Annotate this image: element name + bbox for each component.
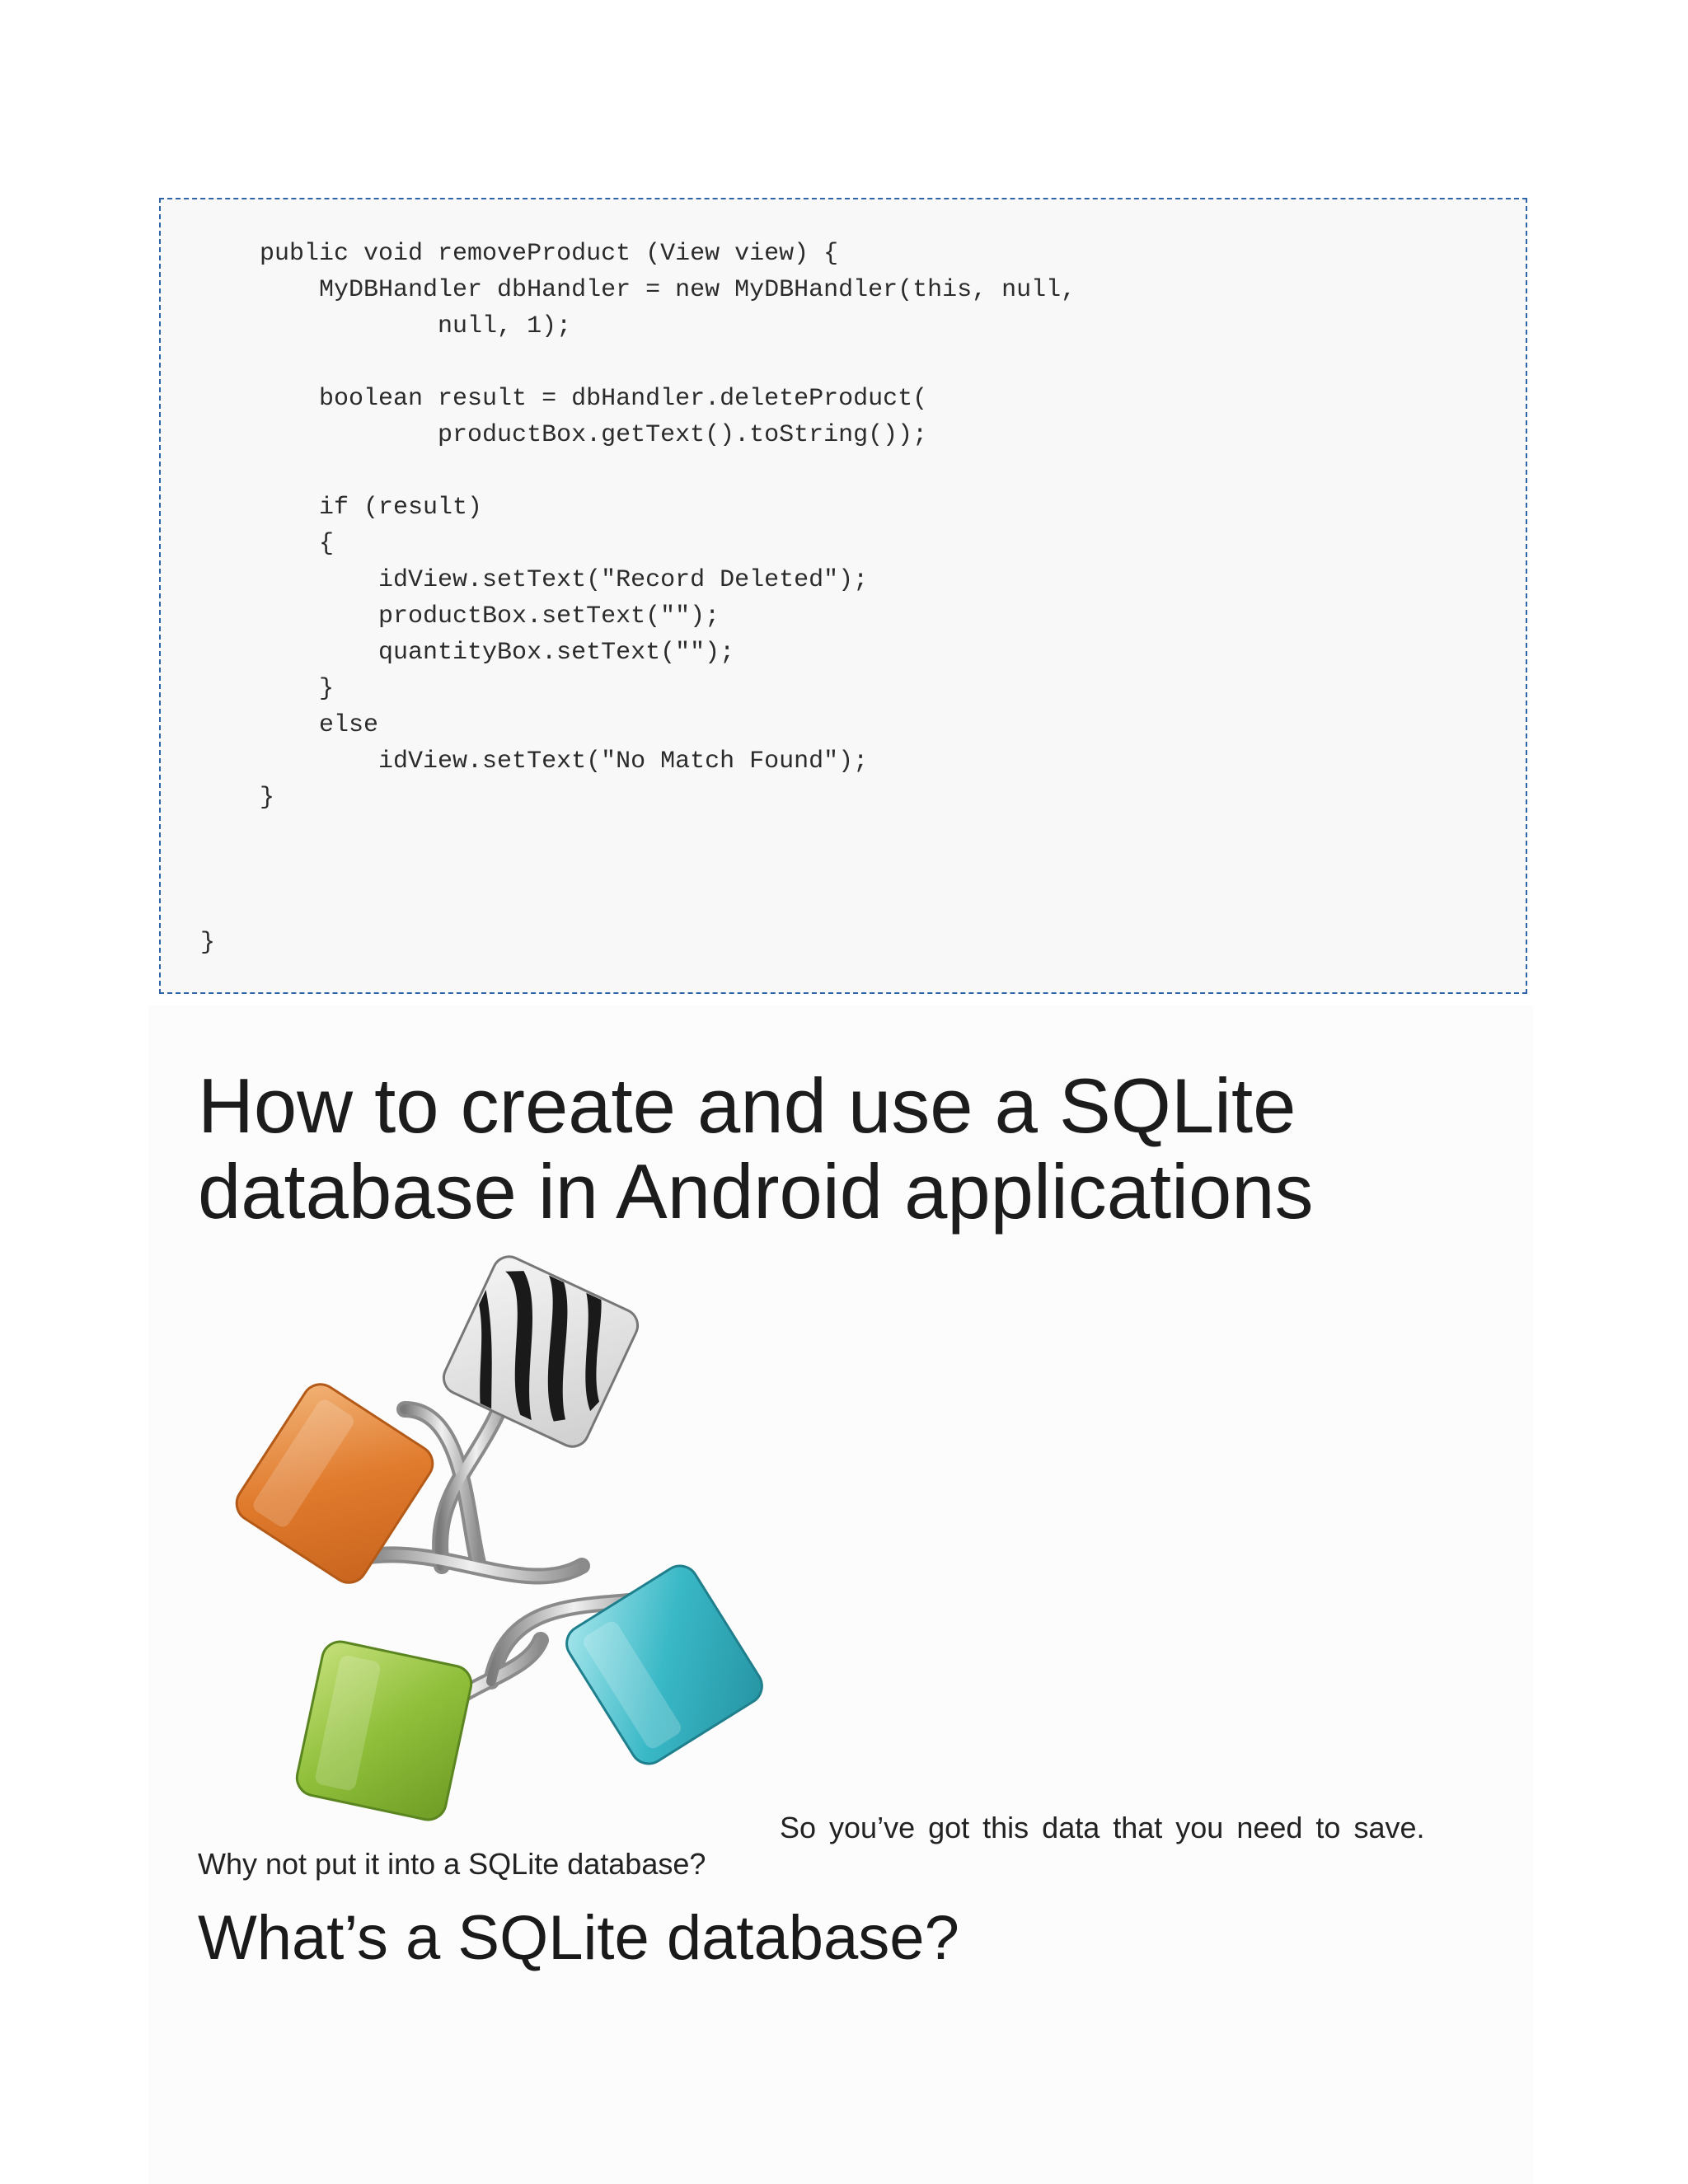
code-line: } [200,675,335,703]
code-line: productBox.setText(""); [200,602,720,630]
code-line: quantityBox.setText(""); [200,639,735,667]
code-line: { [200,530,335,558]
padlocks-illustration [195,1253,788,1846]
zebra-padlock [438,1253,643,1452]
article-title: How to create and use a SQLite database in Android applications [198,1062,1314,1235]
code-line: } [200,784,275,812]
code-line: boolean result = dbHandler.deleteProduct( [200,385,928,413]
code-block-container [159,198,1527,994]
code-line: idView.setText("No Match Found"); [200,748,869,776]
code-line: public void removeProduct (View view) { [200,240,839,268]
green-padlock [293,1638,474,1823]
code-line: if (result) [200,494,483,522]
teal-padlock [560,1559,768,1771]
code-block [200,236,1076,961]
code-line: idView.setText("Record Deleted"); [200,566,869,594]
intro-line-1: So you’ve got this data that you need to save. [780,1811,1425,1844]
code-line: null, 1); [200,312,572,340]
code-line: MyDBHandler dbHandler = new MyDBHandler(this, null, [200,276,1076,304]
intro-line-2: Why not put it into a SQLite database? [198,1847,706,1881]
code-line: productBox.getText().toString()); [200,421,928,449]
code-line: } [200,929,216,957]
section-heading: What’s a SQLite database? [198,1903,959,1973]
code-line: else [200,711,379,739]
